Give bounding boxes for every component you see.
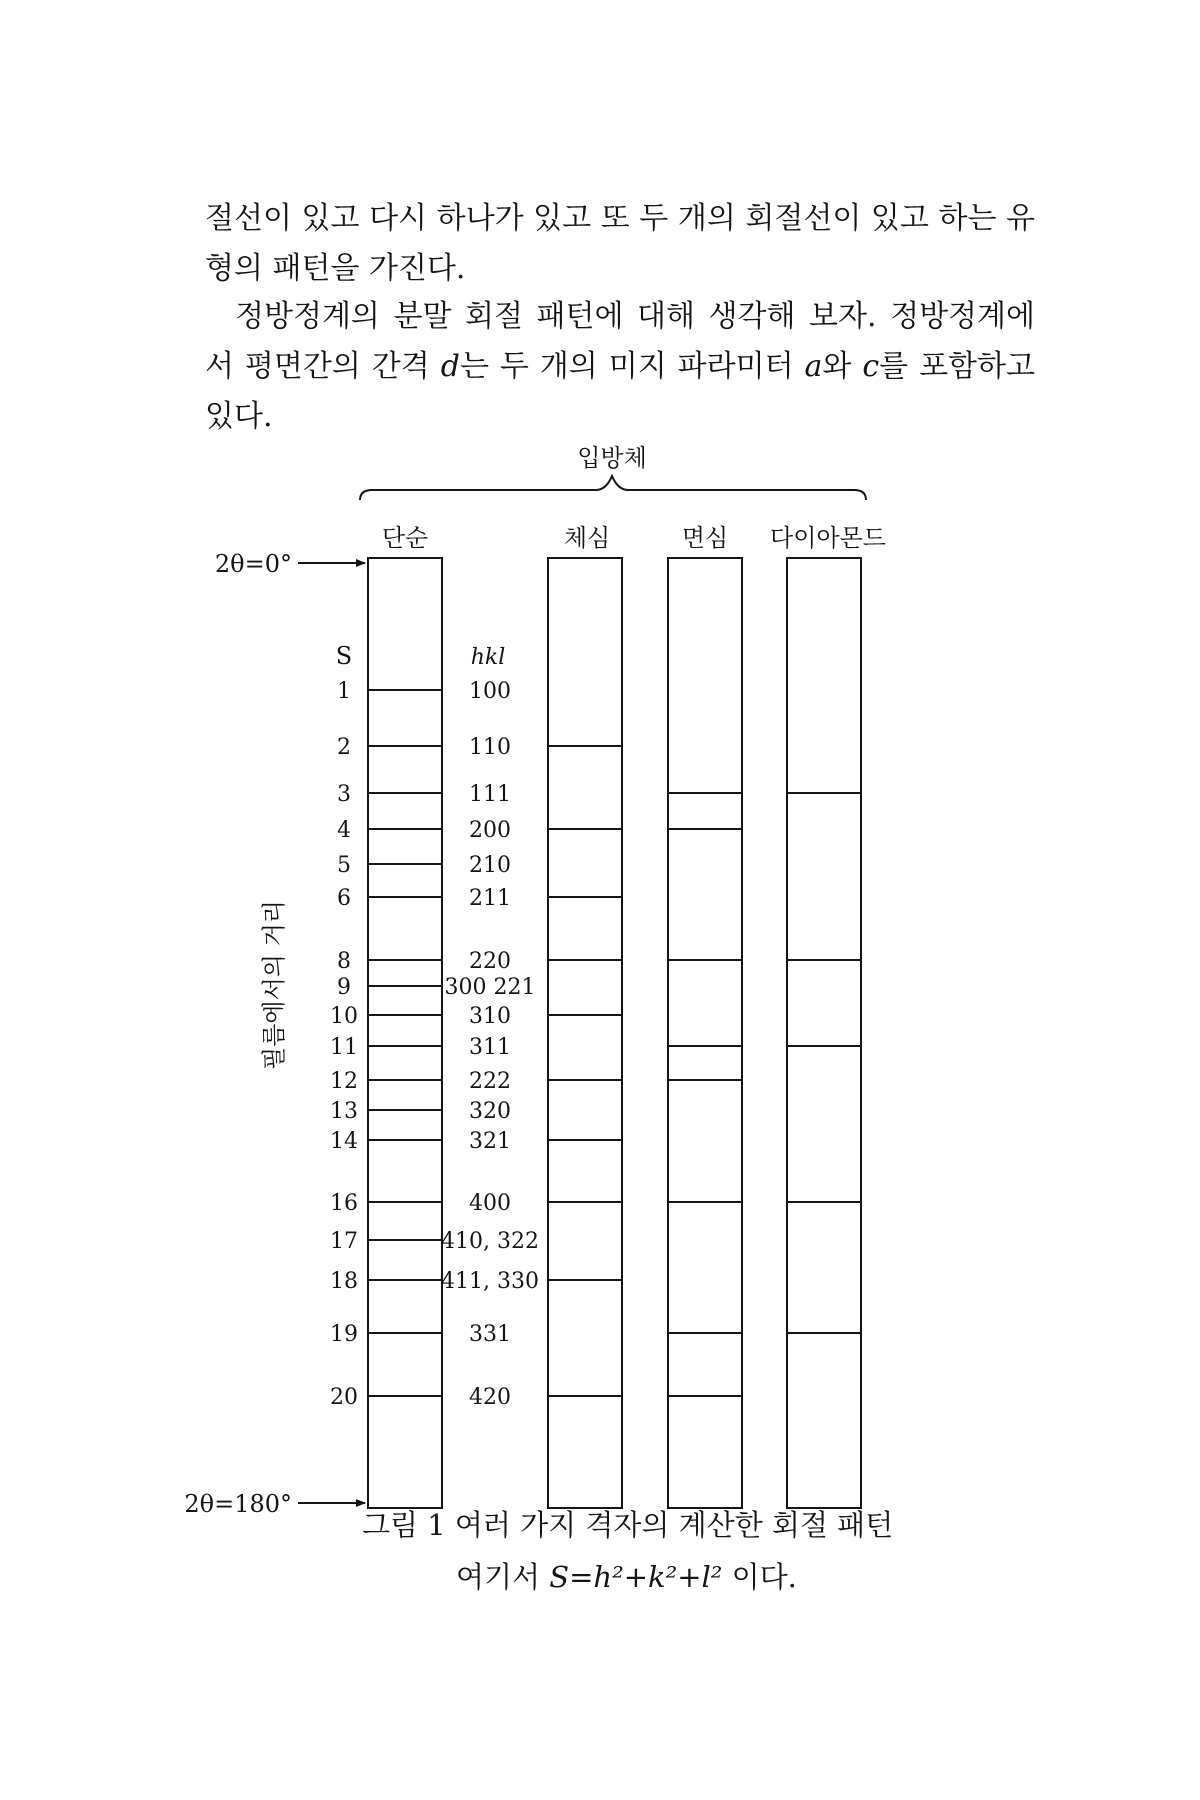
s-label-4: 4 [337,818,351,843]
caption-prefix: 여기서 [456,1560,550,1594]
column-label-fcc: 면심 [681,524,729,552]
bottom-angle-label: 2θ=180° [184,1490,292,1518]
hkl-label-s3: 111 [469,782,511,807]
hkl-label-s19: 331 [469,1322,511,1347]
paragraph-2-text-4: 를 포함하고 있다. [205,349,1035,434]
s-label-8: 8 [337,949,351,974]
hkl-label-s12: 222 [469,1069,511,1094]
s-label-10: 10 [330,1004,358,1029]
column-label-diamond: 다이아몬드 [770,524,886,552]
hkl-label-s14: 321 [469,1129,511,1154]
s-label-14: 14 [330,1129,358,1154]
hkl-label-s17: 410, 322 [441,1229,539,1254]
caption-suffix: 이다. [722,1560,797,1594]
s-label-3: 3 [337,782,351,807]
top-angle-label: 2θ=0° [214,550,292,578]
s-label-6: 6 [337,886,351,911]
paragraph-2-text-2: 는 두 개의 미지 파라미터 [459,349,805,384]
figure-caption-line-1: 그림 1 여러 가지 격자의 계산한 회절 패턴 [362,1508,894,1542]
s-label-12: 12 [330,1069,358,1094]
hkl-label-s5: 210 [469,853,511,878]
hkl-label-s2: 110 [469,735,511,760]
strip-diamond [787,558,861,1508]
paragraph-1: 절선이 있고 다시 하나가 있고 또 두 개의 회절선이 있고 하는 유형의 패턴을 가진다. [205,201,1035,286]
hkl-label-s4: 200 [469,818,511,843]
diffraction-lines [330,679,861,1410]
strip-bcc [548,558,622,1508]
variable-a: a [804,349,823,384]
hkl-label-s16: 400 [469,1191,511,1216]
s-label-20: 20 [330,1385,358,1410]
s-label-2: 2 [337,735,351,760]
s-label-19: 19 [330,1322,358,1347]
group-brace [360,476,866,500]
hkl-label-s6: 211 [469,886,511,911]
hkl-label-s10: 310 [469,1004,511,1029]
strip-simple [368,558,442,1508]
group-label-cubic: 입방체 [577,444,647,472]
column-label-bcc: 체심 [563,524,611,552]
figure-caption-line-2 [456,1555,797,1596]
caption-formula: S=h²+k²+l² [549,1560,723,1594]
axis-label-distance: 필름에서의 거리 [260,900,288,1070]
s-label-5: 5 [337,853,351,878]
hkl-label-s13: 320 [469,1099,511,1124]
hkl-label-s1: 100 [469,679,511,704]
s-label-17: 17 [330,1229,358,1254]
s-label-1: 1 [337,679,351,704]
hkl-label-s9: 300 221 [444,975,536,1000]
hkl-label-s8: 220 [469,949,511,974]
hkl-column-header: hkl [470,645,506,670]
hkl-label-s20: 420 [469,1385,511,1410]
s-label-11: 11 [330,1035,358,1060]
s-label-18: 18 [330,1269,358,1294]
paragraph-2-text-3: 와 [822,349,863,384]
strip-fcc [668,558,742,1508]
variable-d: d [440,349,460,384]
hkl-label-s11: 311 [469,1035,511,1060]
hkl-label-s18: 411, 330 [441,1269,539,1294]
s-label-13: 13 [330,1099,358,1124]
variable-c: c [862,349,880,384]
s-column-header: S [335,642,353,670]
s-label-9: 9 [337,975,351,1000]
s-label-16: 16 [330,1191,358,1216]
column-label-simple: 단순 [381,524,429,552]
paragraph-2-text-1: 정방정계의 분말 회절 패턴에 대해 생각해 보자. 정방정계에서 평면간의 간격 [205,299,1035,384]
